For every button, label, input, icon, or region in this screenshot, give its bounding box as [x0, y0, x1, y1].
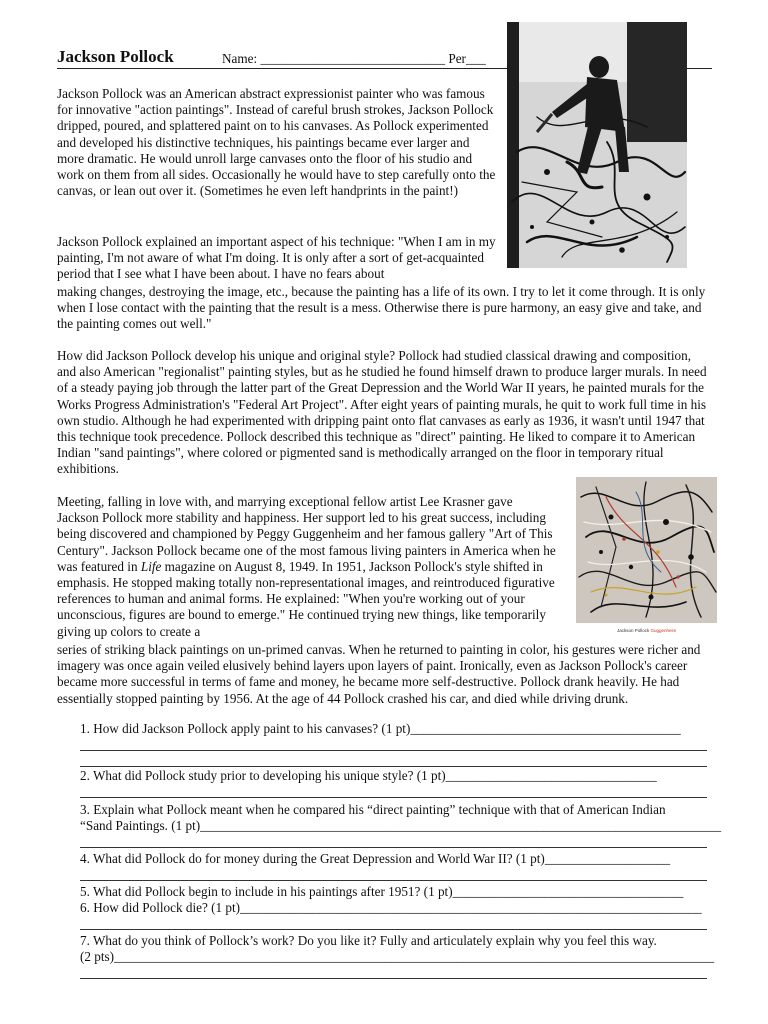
question-2: 2. What did Pollock study prior to developing his unique style? (1 pt)________________________________ — [80, 768, 657, 783]
paragraph-later-life-end: series of striking black paintings on un-primed canvas. When he returned to painting in color, his gestures were richer and imagery was once again veiled elusively behind layers upon layers of paint. Ironically, even as Jackson Pollock's career became more successful in terms of fame and money, he became more self-destructive. Pollock drank heavily. He had essentially stopped painting by 1956. At the age of 44 Pollock crashed his car, and died while driving drunk. — [57, 642, 701, 706]
question-7-line-1: 7. What do you think of Pollock’s work? Do you like it? Fully and articulately explain why you feel this way. — [80, 933, 657, 948]
question-7-line-2: (2 pts)___________________________________________________________________________________________ — [80, 949, 715, 964]
answer-line — [80, 750, 707, 751]
answer-line — [80, 766, 707, 767]
question-6: 6. How did Pollock die? (1 pt)______________________________________________________________________ — [80, 900, 702, 915]
pollock-painting-image — [576, 477, 717, 623]
answer-line — [80, 797, 707, 798]
answer-line — [80, 880, 707, 881]
page-title: Jackson Pollock — [57, 47, 174, 66]
paragraph-later-life-start: Meeting, falling in love with, and marrying exceptional fellow artist Lee Krasner gave Jackson Pollock more stability and happiness. Her support led to his great success, including being discovered and championed by Peggy Guggenheim and her famous gallery "Art of This Century". Jackson Pollock became one of the most famous living painters in America when he was featured in Life magazine on August 8, 1949. In 1951, Jackson Pollock's style shifted in emphasis. He stopped making totally non-representational images, and reintroduced figurative references to human and animal forms. He explained: "When you're working out of your unconscious, figures are bound to emerge." He continued trying new things, like temporarily giving up colors to create a — [57, 494, 556, 639]
pollock-action-photo — [507, 22, 687, 268]
question-5: 5. What did Pollock begin to include in his paintings after 1951? (1 pt)___________________________________ — [80, 884, 684, 899]
question-3-line-1: 3. Explain what Pollock meant when he compared his “direct painting” technique with that of American Indian — [80, 802, 666, 817]
paragraph-style-development: How did Jackson Pollock develop his unique and original style? Pollock had studied classical drawing and composition, and also American "regionalist" painting styles, but as he studied he found himself drawn to produce larger murals. In need of a steady paying job through the latter part of the Great Depression and the World War II years, he painted murals for the Works Progress Administration's "Federal Art Project". After eight years of painting murals, he quit to work full time in his own studio. Although he had experimented with dripping paint onto flat canvases as early as 1936, it wasn't until 1947 that this technique took precedence. Pollock described this technique as "direct" painting. He liked to compare it to American Indian "sand paintings", where colored or pigmented sand is methodically arranged on the floor in temporary ritual exhibitions. — [57, 348, 707, 477]
answer-line — [80, 929, 707, 930]
name-period-field: Name: ____________________________ Per___ — [222, 51, 486, 66]
paragraph-technique-quote-start: Jackson Pollock explained an important aspect of his technique: "When I am in my painting, I'm not aware of what I'm doing. It is only after a sort of get-acquainted period that I see what I have been about. I have no fears about — [57, 234, 496, 282]
answer-line — [80, 978, 707, 979]
question-1: 1. How did Jackson Pollock apply paint to his canvases? (1 pt)_________________________________________ — [80, 721, 681, 736]
paragraph-intro: Jackson Pollock was an American abstract expressionist painter who was famous for innovative "action paintings". Instead of careful brush strokes, Jackson Pollock dripped, poured, and splattered paint on to his canvases. As Pollock experimented and developed his distinctive techniques, his paintings became ever larger and more dramatic. He would unroll large canvases onto the floor of his studio and work on them from all sides. Occasionally he would have to step carefully onto the canvas, or lean out over it. (Sometimes he even left handprints in the paint!) — [57, 86, 496, 199]
answer-line — [80, 847, 707, 848]
question-4: 4. What did Pollock do for money during the Great Depression and World War II? (1 pt)___________________ — [80, 851, 671, 866]
question-3-line-2: “Sand Paintings. (1 pt)_______________________________________________________________________________ — [80, 818, 722, 833]
painting-caption: Jackson Pollock Guggenheim — [617, 628, 677, 633]
paragraph-technique-quote-end: making changes, destroying the image, etc., because the painting has a life of its own. I try to let it come through. It is only when I lose contact with the painting that the result is a mess. Otherwise there is pure harmony, an easy give and take, and the painting comes out well." — [57, 284, 706, 332]
